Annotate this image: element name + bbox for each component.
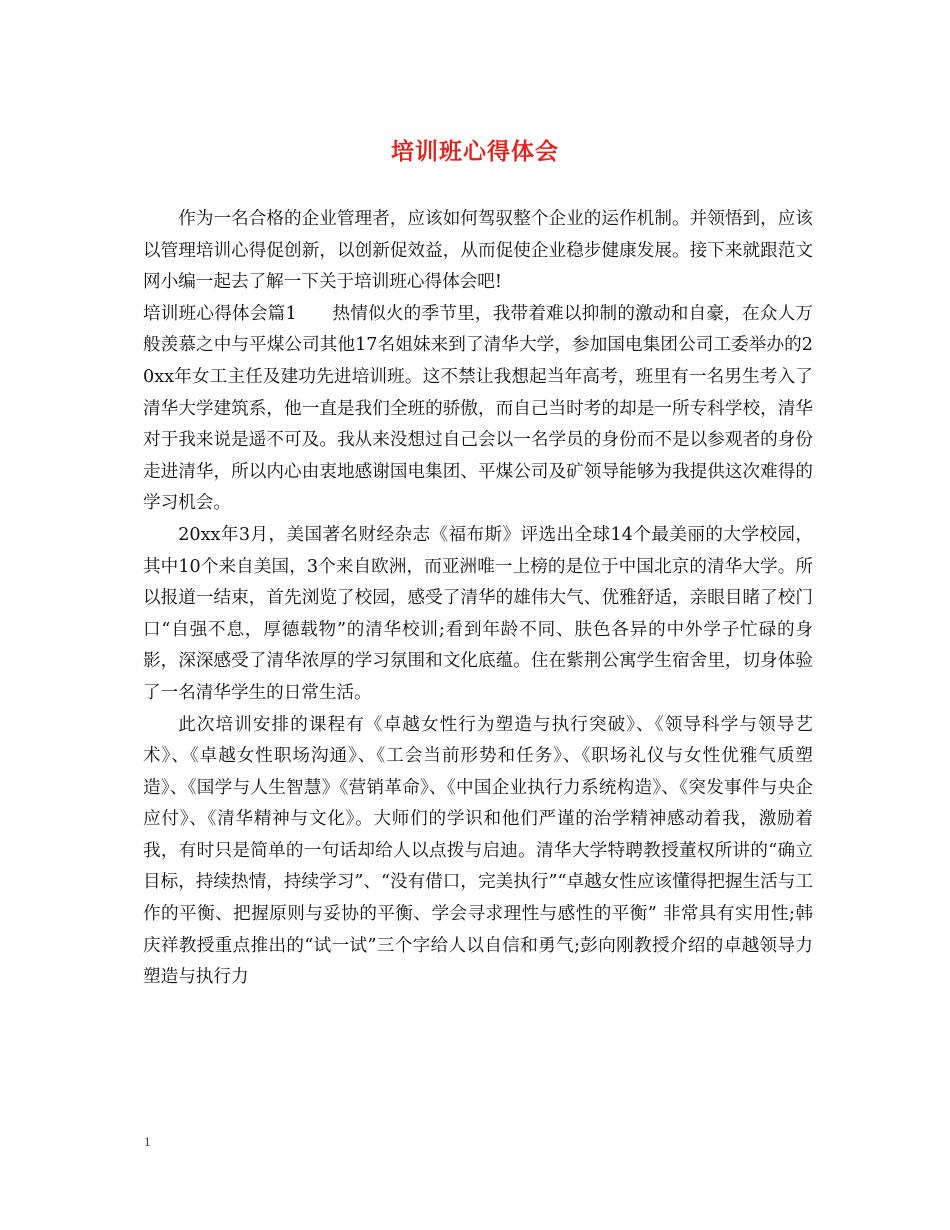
paragraph-intro: 作为一名合格的企业管理者，应该如何驾驭整个企业的运作机制。并领悟到，应该以管理培训心得促创新，以创新促效益，从而促使企业稳步健康发展。接下来就跟范文网小编一起去了解一下关于培训班心得体会吧! (143, 209, 813, 293)
paragraph-courses: 此次培训安排的课程有《卓越女性行为塑造与执行突破》、《领导科学与领导艺术》、《卓越女性职场沟通》、《工会当前形势和任务》、《职场礼仪与女性优雅气质塑造》、《国学与人生智慧》《营销革命》、《中国企业执行力系统构造》、《突发事件与央企应付》、《清华精神与文化》。大师们的学识和他们严谨的治学精神感动着我，激励着我，有时只是简单的一句话却给人以点拨与启迪。清华大学特聘教授董权所讲的“确立目标，持续热情，持续学习”、“没有借口，完美执行”“卓越女性应该懂得把握生活与工作的平衡、把握原则与妥协的平衡、学会寻求理性与感性的平衡” 非常具有实用性;韩庆祥教授重点推出的“试一试”三个字给人以自信和勇气;彭向刚教授介绍的卓越领导力塑造与执行力 (143, 714, 813, 988)
document-title: 培训班心得体会 (391, 138, 559, 165)
page-number: 1 (144, 1134, 151, 1149)
document-body (143, 204, 813, 994)
paragraph-forbes: 20xx年3月，美国著名财经杂志《福布斯》评选出全球14个最美丽的大学校园，其中10个来自美国，3个来自欧洲，而亚洲唯一上榜的是位于中国北京的清华大学。所以报道一结束，首先浏览了校园，感受了清华的雄伟大气、优雅舒适，亲眼目睹了校门口“自强不息，厚德载物”的清华校训;看到年龄不同、肤色各异的中外学子忙碌的身影，深深感受了清华浓厚的学习氛围和文化底蕴。住在紫荆公寓学生宿舍里，切身体验了一名清华学生的日常生活。 (143, 524, 813, 703)
paragraph-section-1: 培训班心得体会篇1 热情似火的季节里，我带着难以抑制的激动和自豪，在众人万般羡慕之中与平煤公司其他17名姐妹来到了清华大学，参加国电集团公司工委举办的20xx年女工主任及建功先进培训班。这不禁让我想起当年高考，班里有一名男生考入了清华大学建筑系，他一直是我们全班的骄傲，而自己当时考的却是一所专科学校，清华对于我来说是遥不可及。我从来没想过自己会以一名学员的身份而不是以参观者的身份走进清华，所以内心由衷地感谢国电集团、平煤公司及矿领导能够为我提供这次难得的学习机会。 (143, 303, 813, 514)
